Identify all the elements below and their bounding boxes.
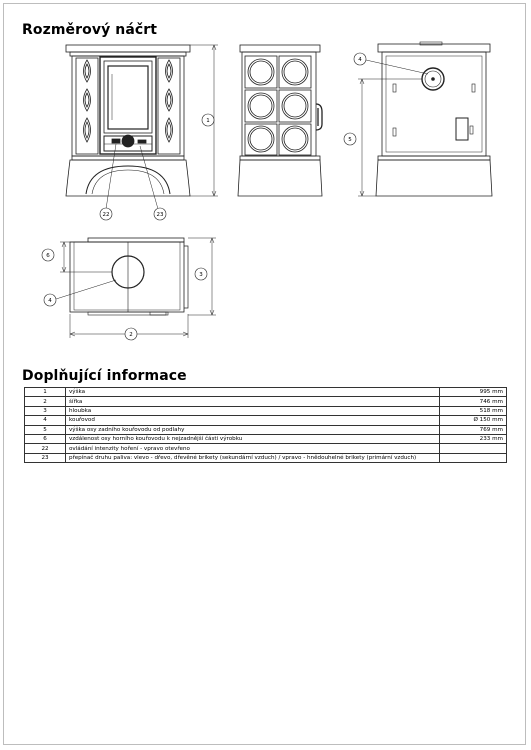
row-description: šířka	[66, 397, 440, 406]
callout-label-23: 23	[156, 212, 164, 218]
row-value: 995 mm	[440, 388, 507, 397]
rear-view-drawing	[376, 42, 492, 196]
row-number: 2	[25, 397, 66, 406]
row-number: 23	[25, 453, 66, 462]
row-number: 22	[25, 444, 66, 453]
table-row	[25, 425, 507, 434]
flue-height-dimension-line	[358, 79, 422, 196]
table-row	[25, 397, 507, 406]
table-row	[25, 453, 507, 462]
side-view-drawing	[238, 45, 322, 196]
row-value: 518 mm	[440, 406, 507, 415]
table-row	[25, 434, 507, 443]
table-row	[25, 416, 507, 425]
row-description: výška	[66, 388, 440, 397]
row-number: 1	[25, 388, 66, 397]
row-description: ovládání intenzity hoření - vpravo otevřeno	[66, 444, 440, 453]
row-description: kouřovod	[66, 416, 440, 425]
callout-label-1: 1	[206, 118, 210, 124]
section-title-additional-info: Doplňující informace	[22, 368, 187, 384]
callout-label-3: 3	[199, 272, 203, 278]
callout-label-6: 6	[46, 253, 50, 259]
row-value	[440, 444, 507, 453]
row-number: 3	[25, 406, 66, 415]
row-description: výška osy zadního kouřovodu od podlahy	[66, 425, 440, 434]
row-number: 4	[25, 416, 66, 425]
callout-label-2: 2	[129, 332, 133, 338]
callout-label-4-rear: 4	[358, 57, 362, 63]
table-row	[25, 444, 507, 453]
callout-label-22: 22	[102, 212, 110, 218]
row-value: 769 mm	[440, 425, 507, 434]
section-title-dimension-sketch: Rozměrový náčrt	[22, 22, 158, 38]
flue-distance-dimension-line	[60, 242, 112, 272]
row-description: hloubka	[66, 406, 440, 415]
row-description: přepínač druhu paliva: vlevo - dřevo, dřevěné brikety (sekundární vzduch) / vpravo - hnědouhelné brikety (primární vzduch)	[66, 453, 440, 462]
row-number: 6	[25, 434, 66, 443]
row-value	[440, 453, 507, 462]
callout-label-5: 5	[348, 137, 352, 143]
row-value: Ø 150 mm	[440, 416, 507, 425]
front-view-drawing	[66, 45, 190, 196]
row-value: 233 mm	[440, 434, 507, 443]
row-number: 5	[25, 425, 66, 434]
callout-label-4-top: 4	[48, 298, 52, 304]
table-row	[25, 406, 507, 415]
specification-table	[24, 387, 507, 463]
table-row	[25, 388, 507, 397]
top-view-drawing	[70, 238, 188, 315]
row-value: 746 mm	[440, 397, 507, 406]
row-description: vzdálenost osy horního kouřovodu k nejzadnější části výrobku	[66, 434, 440, 443]
